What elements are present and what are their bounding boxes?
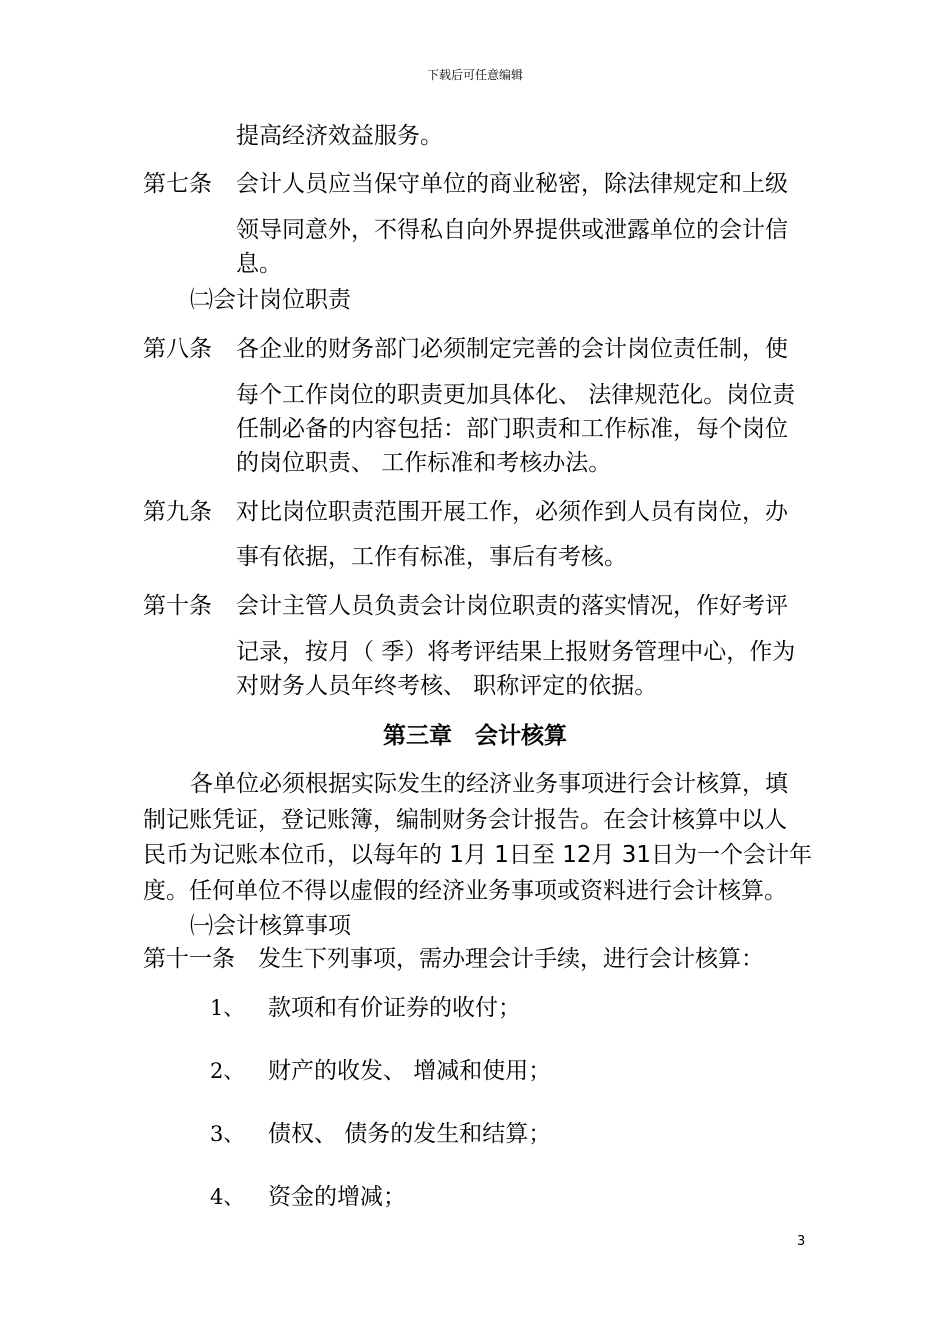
article-8-line: 各企业的财务部门必须制定完善的会计岗位责任制，使 [236, 336, 788, 362]
list-item: 财产的收发、 增减和使用； [268, 1058, 552, 1084]
article-10-line: 记录，按月（ 季）将考评结果上报财务管理中心，作为 [236, 639, 796, 665]
article-7-line: 会计人员应当保守单位的商业秘密，除法律规定和上级 [236, 171, 788, 197]
article-11: 第十一条 发生下列事项，需办理会计手续，进行会计核算： [143, 946, 764, 972]
section-heading: ㈡会计岗位职责 [190, 287, 351, 313]
list-item: 债权、 债务的发生和结算； [268, 1121, 552, 1147]
chapter-heading: 第三章 会计核算 [383, 722, 567, 749]
article-10-line: 会计主管人员负责会计岗位职责的落实情况，作好考评 [236, 593, 788, 619]
intro-line: 民币为记账本位币，以每年的 1月 1日至 12月 31日为一个会计年 [143, 842, 813, 868]
list-item: 资金的增减； [268, 1184, 406, 1210]
article-7-line: 领导同意外，不得私自向外界提供或泄露单位的会计信 [236, 217, 788, 243]
list-number: 3、 [210, 1122, 245, 1146]
article-8-label: 第八条 [143, 336, 212, 362]
page-number: 3 [797, 1234, 806, 1249]
article-8-line: 每个工作岗位的职责更加具体化、 法律规范化。岗位责 [236, 382, 796, 408]
article-10-line: 对财务人员年终考核、 职称评定的依据。 [236, 673, 658, 699]
list-number: 2、 [210, 1059, 245, 1083]
article-7-line: 息。 [236, 251, 282, 277]
article-9-line: 对比岗位职责范围开展工作，必须作到人员有岗位，办 [236, 499, 788, 525]
section-heading: ㈠会计核算事项 [190, 913, 351, 939]
intro-line: 各单位必须根据实际发生的经济业务事项进行会计核算，填 [190, 771, 788, 797]
article-10-label: 第十条 [143, 593, 212, 619]
intro-line: 制记账凭证，登记账簿，编制财务会计报告。在会计核算中以人 [143, 807, 787, 833]
article-8-line: 任制必备的内容包括：部门职责和工作标准，每个岗位 [236, 416, 788, 442]
article-9-line: 事有依据，工作有标准，事后有考核。 [236, 544, 627, 570]
page-header: 下载后可任意编辑 [426, 68, 523, 82]
intro-line: 度。任何单位不得以虚假的经济业务事项或资料进行会计核算。 [143, 878, 787, 904]
article-9-label: 第九条 [143, 499, 212, 525]
list-number: 4、 [210, 1185, 245, 1209]
article-7-label: 第七条 [143, 171, 212, 197]
list-number: 1、 [210, 996, 245, 1020]
list-item: 款项和有价证券的收付； [268, 995, 521, 1021]
continued-text: 提高经济效益服务。 [236, 123, 443, 149]
article-8-line: 的岗位职责、 工作标准和考核办法。 [236, 450, 612, 476]
